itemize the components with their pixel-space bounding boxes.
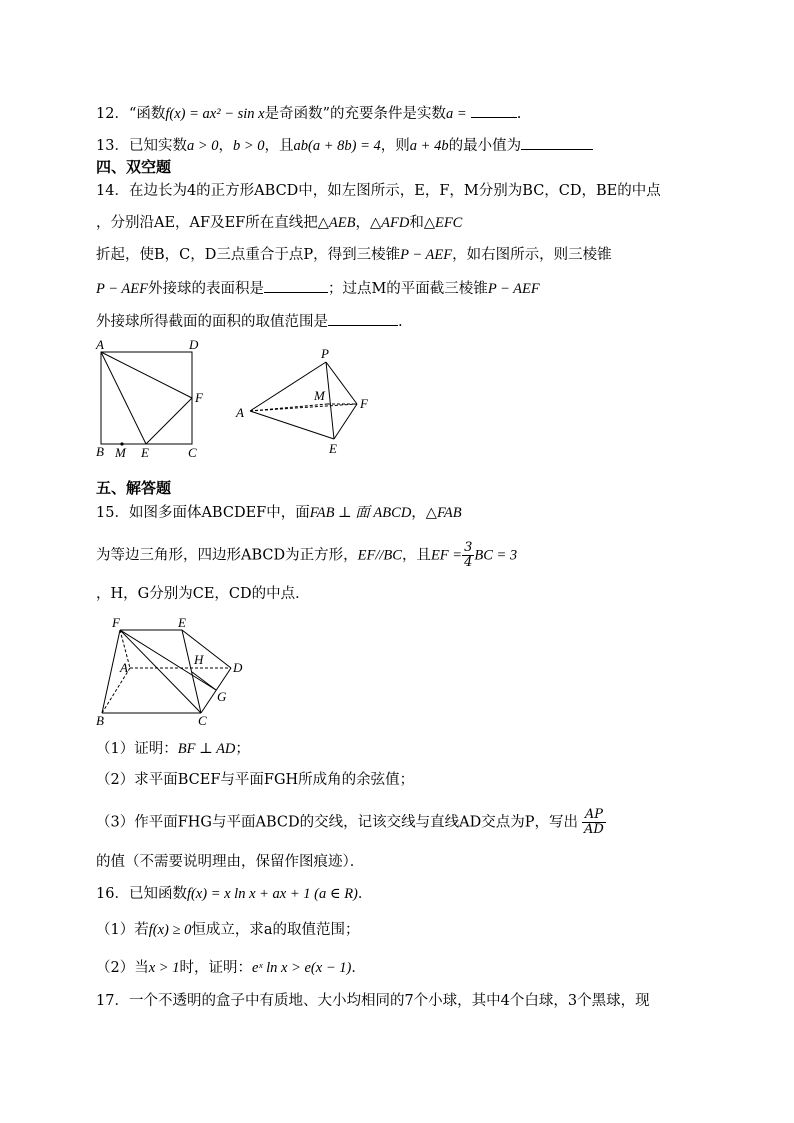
q14-line-3 — [96, 245, 612, 265]
q14-sep: ， — [355, 215, 370, 231]
q15-frac-num: 3 — [464, 540, 473, 555]
q14-line-4 — [96, 278, 540, 299]
q15-parallel: EF//BC — [357, 547, 402, 564]
segment-fc — [120, 630, 201, 713]
q13-line — [96, 135, 593, 156]
line-am-hidden — [250, 404, 327, 411]
label-c: C — [188, 445, 197, 460]
q14-text-7: 外接球所得截面的面积的取值范围是 — [96, 314, 328, 330]
q15-p3-den: AD — [583, 822, 604, 837]
q12-line — [96, 103, 521, 124]
label-b: B — [96, 444, 104, 459]
figure-14-pyramid — [230, 345, 380, 460]
q12-var: a = — [446, 106, 467, 122]
q14-text-6: ；过点M的平面截三棱锥 — [327, 281, 488, 297]
q13-cond2: b > 0 — [233, 138, 265, 154]
q15-part-2: （2）求平面BCEF与平面FGH所成角的余弦值； — [96, 772, 415, 788]
label-m: M — [115, 445, 126, 460]
segment-af — [101, 352, 192, 398]
q17-line-1: 17．一个不透明的盒子中有质地、大小均相同的7个小球，其中4个白球，3个黑球，现 — [96, 993, 650, 1009]
q15-p3-num: AP — [582, 808, 606, 823]
q16-p2-end: ． — [351, 960, 366, 976]
q15-text-2: 为等边三角形，四边形ABCD为正方形， — [96, 547, 358, 564]
q15-p1-formula: BF ⊥ AD — [177, 741, 236, 757]
edge-ap — [250, 362, 326, 411]
q15-p1-end: ； — [235, 741, 250, 757]
label-a: A — [96, 337, 104, 352]
q15-text: 15．如图多面体ABCDEF中，面 — [96, 505, 310, 521]
q16-p2-inequality: eˣ ln x > e(x − 1) — [251, 960, 352, 976]
q14-answer-blank-2 — [328, 311, 398, 326]
q14-line-1: 14．在边长为4的正方形ABCD中，如左图所示，E，F，M分别为BC，CD，BE的中点 — [96, 183, 661, 199]
q14-line-5 — [96, 311, 403, 332]
q15-bc-eq: BC = 3 — [474, 547, 518, 564]
q13-text-3: ，则 — [380, 138, 410, 154]
q15-part-3-cont: 的值（不需要说明理由，保留作图痕迹）． — [96, 854, 365, 870]
square-abcd — [101, 352, 192, 444]
figure-14-square — [94, 337, 214, 465]
q15-triangle: △FAB — [425, 505, 462, 521]
q14-text: ，分别沿AE，AF及EF所在直线把 — [96, 215, 318, 231]
q16-end: ． — [357, 886, 373, 902]
edge-ef — [334, 404, 357, 439]
q13-equation: ab(a + 8b) = 4 — [293, 138, 381, 154]
q14-triangle-2: △AFD — [369, 215, 410, 231]
q15-text-3: ，且 — [401, 547, 431, 564]
label-f-3d: F — [360, 396, 368, 411]
edge-pe — [326, 362, 334, 439]
edge-fb — [102, 630, 120, 713]
q15-perpendicular: FAB ⊥ 面 ABCD — [309, 505, 412, 521]
q14-and: 和 — [409, 215, 424, 231]
q12-formula: f(x) = ax² − sin x — [165, 106, 265, 122]
label-d: D — [189, 337, 199, 352]
label-g-15: G — [217, 689, 227, 704]
q13-expression: a + 4b — [409, 138, 449, 154]
q12-text-2: 是奇函数”的充要条件是实数 — [264, 106, 447, 122]
label-c-15: C — [198, 713, 207, 728]
q13-cond1: a > 0 — [186, 138, 219, 154]
label-f-15: F — [112, 615, 120, 630]
q16-line-1 — [96, 884, 372, 904]
q14-triangle-3: △EFC — [423, 215, 463, 231]
q15-p3-text: （3）作平面FHG与平面ABCD的交线，记该交线与直线AD交点为P，写出 — [96, 814, 578, 831]
q15-frac-den: 4 — [464, 555, 473, 570]
segment-ae — [101, 352, 146, 444]
edge-pf — [326, 362, 357, 404]
q16-function: f(x) = x ln x + ax + 1 (a ∈ R) — [186, 886, 358, 902]
q12-answer-blank — [471, 103, 517, 118]
label-h-15: H — [194, 652, 204, 667]
q14-pyramid-2: P − AEF — [96, 281, 148, 297]
label-e-15: E — [178, 615, 186, 630]
q13-text: 13．已知实数 — [96, 138, 187, 154]
edge-dc — [201, 668, 231, 713]
q14-text-3: 折起，使B，C，D三点重合于点P，得到三棱锥 — [96, 247, 401, 263]
q15-part-3 — [96, 808, 606, 837]
q15-fraction — [462, 541, 474, 570]
section-heading-5: 五、解答题 — [96, 479, 172, 497]
q16-part-2 — [96, 958, 366, 978]
q12-end: . — [516, 106, 522, 122]
q15-sep: ， — [411, 505, 426, 521]
label-a-3d: A — [236, 405, 244, 420]
q13-sep: ， — [218, 138, 233, 154]
q16-p1-label: （1）若 — [96, 922, 149, 938]
label-b-15: B — [96, 713, 104, 728]
q14-end: . — [398, 314, 403, 330]
label-e: E — [141, 445, 149, 460]
q15-line-2 — [96, 541, 517, 570]
q16-part-1 — [96, 920, 359, 940]
q12-text: 12．“函数 — [96, 106, 166, 122]
q14-line-2 — [96, 213, 462, 233]
label-m-3d: M — [314, 388, 325, 403]
label-d-15: D — [233, 660, 243, 675]
q13-text-2: ，且 — [264, 138, 294, 154]
q16-p2-condition: x > 1 — [148, 960, 180, 976]
q14-pyramid-3: P − AEF — [487, 281, 540, 297]
label-e-3d: E — [329, 441, 337, 456]
q14-text-5: 外接球的表面积是 — [147, 281, 264, 297]
q14-triangle-1: △AEB — [317, 215, 356, 231]
q14-answer-blank-1 — [264, 278, 328, 293]
q14-pyramid: P − AEF — [400, 247, 453, 263]
q16-p1-condition: f(x) ≥ 0 — [148, 922, 192, 938]
label-p: P — [321, 346, 329, 361]
q15-ef-eq: EF = — [430, 547, 463, 564]
q15-line-1 — [96, 503, 462, 523]
figure-15-polyhedron — [94, 614, 254, 729]
label-f: F — [195, 390, 203, 405]
section-heading-4: 四、双空题 — [96, 158, 172, 176]
q13-text-4: 的最小值为 — [448, 138, 522, 154]
q16-p2-text: 时，证明： — [179, 960, 252, 976]
label-a-15: A — [120, 660, 128, 675]
q16-p1-text: 恒成立，求a的取值范围； — [191, 922, 360, 938]
q13-answer-blank — [521, 135, 593, 150]
q14-text-4: ，如右图所示，则三棱锥 — [452, 247, 612, 263]
q16-p2-label: （2）当 — [96, 960, 149, 976]
q15-line-3: ，H，G分别为CE，CD的中点． — [96, 586, 310, 602]
q15-part-1 — [96, 739, 250, 759]
edge-ae — [250, 411, 334, 439]
segment-ef — [146, 398, 192, 444]
q15-p3-fraction — [582, 808, 606, 837]
q15-p1-label: （1）证明： — [96, 741, 178, 757]
q16-text: 16．已知函数 — [96, 886, 187, 902]
